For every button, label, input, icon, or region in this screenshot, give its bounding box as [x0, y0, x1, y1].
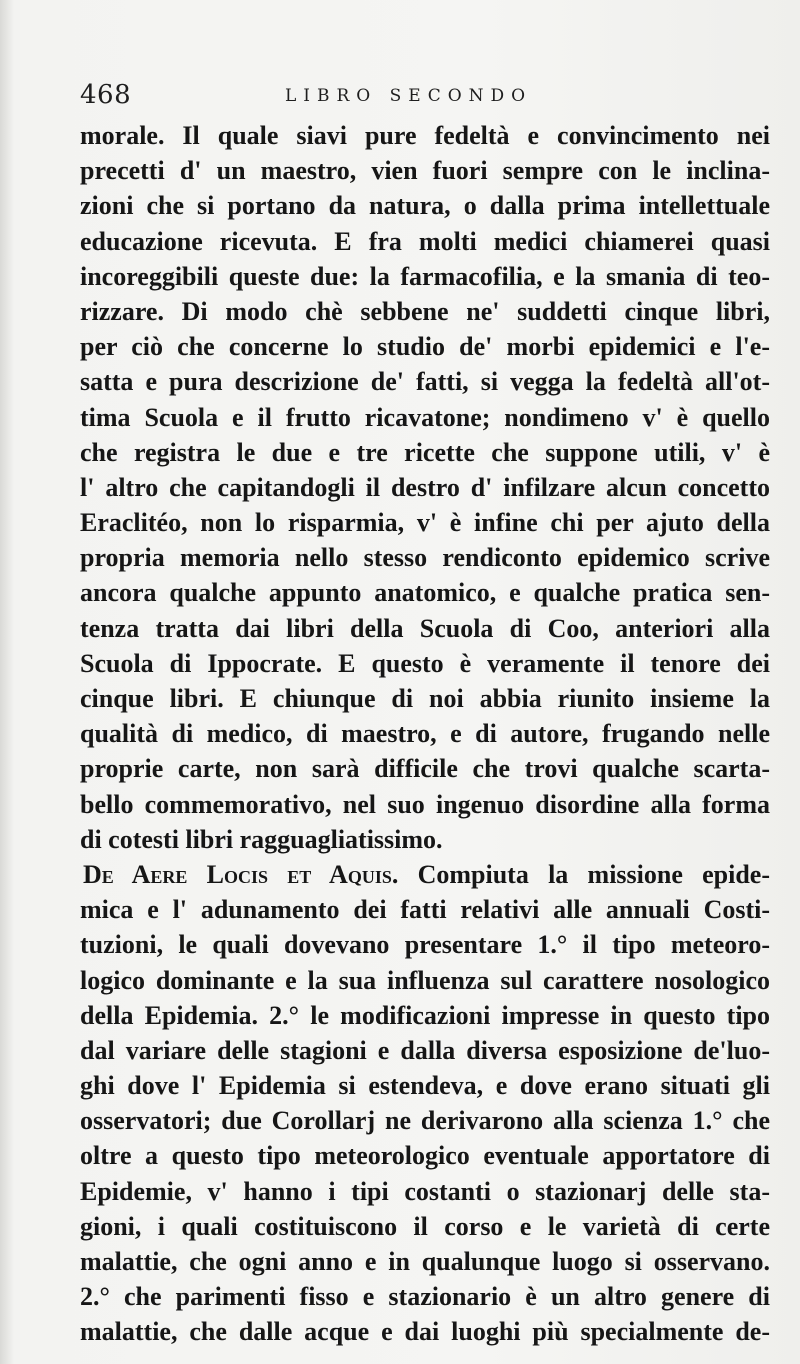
text-line: tuzioni, le quali dovevano presentare 1.° il tipo meteoro-	[80, 930, 770, 960]
text-line: ancora qualche appunto anatomico, e qualche pratica sen-	[80, 578, 770, 608]
text-line: di cotesti libri ragguagliatissimo.	[80, 824, 443, 854]
text-line: educazione ricevuta. E fra molti medici chiamerei quasi	[80, 226, 770, 256]
text-line: tima Scuola e il frutto ricavatone; nondimeno v' è quello	[80, 402, 770, 432]
text-line: propria memoria nello stesso rendiconto epidemico scrive	[80, 543, 770, 573]
section-first-line	[80, 857, 770, 892]
text-line: rizzare. Di modo chè sebbene ne' suddetti cinque libri,	[80, 296, 770, 326]
text-line: Eraclitéo, non lo risparmia, v' è infine chi per ajuto della	[80, 508, 770, 538]
section-first-line-text: Compiuta la missione epide-	[417, 859, 770, 889]
text-line: dal variare delle stagioni e dalla diversa esposizione de'luo-	[80, 1035, 770, 1065]
text-line: osservatori; due Corollarj ne derivarono alla scienza 1.° che	[80, 1106, 770, 1136]
text-line: tenza tratta dai libri della Scuola di Coo, anteriori alla	[80, 613, 770, 643]
text-line: che registra le due e tre ricette che suppone utili, v' è	[80, 437, 770, 467]
text-line: proprie carte, non sarà difficile che trovi qualche scarta-	[80, 754, 770, 784]
text-line: bello commemorativo, nel suo ingenuo disordine alla forma	[80, 789, 770, 819]
text-line: satta e pura descrizione de' fatti, si vegga la fedeltà all'ot-	[80, 367, 770, 397]
text-line: per ciò che concerne lo studio de' morbi epidemici e l'e-	[80, 332, 770, 362]
text-line: cinque libri. E chiunque di noi abbia riunito insieme la	[80, 684, 770, 713]
text-line: precetti d' un maestro, vien fuori sempre con le inclina-	[80, 156, 770, 186]
text-line: ghi dove l' Epidemia si estendeva, e dove erano situati gli	[80, 1071, 770, 1101]
page-header	[80, 80, 770, 120]
text-line: 2.° che parimenti fisso e stazionario è un altro genere di	[80, 1282, 770, 1312]
text-line: qualità di medico, di maestro, e di autore, frugando nelle	[80, 719, 770, 749]
text-line: oltre a questo tipo meteorologico eventuale apportatore di	[80, 1141, 770, 1171]
text-line: Scuola di Ippocrate. E questo è veramente il tenore dei	[80, 648, 770, 678]
text-line: zioni che si portano da natura, o dalla prima intellettuale	[80, 191, 770, 221]
page-number: 468	[80, 80, 132, 110]
text-line: della Epidemia. 2.° le modificazioni impresse in questo tipo	[80, 1000, 770, 1030]
body-text	[80, 118, 770, 1350]
text-line: mica e l' adunamento dei fatti relativi alle annuali Costi-	[80, 895, 770, 925]
section-heading: De Aere Locis et Aquis.	[83, 859, 399, 889]
text-line: logico dominante e la sua influenza sul carattere nosologico	[80, 965, 770, 995]
text-line: gioni, i quali costituiscono il corso e le varietà di certe	[80, 1211, 770, 1241]
text-line: morale. Il quale siavi pure fedeltà e convincimento nei	[80, 121, 770, 150]
text-line: l' altro che capitandogli il destro d' infilzare alcun concetto	[80, 472, 770, 502]
running-title: LIBRO SECONDO	[285, 86, 533, 106]
text-line: incoreggibili queste due: la farmacofilia, e la smania di teo-	[80, 261, 770, 291]
text-line: malattie, che dalle acque e dai luoghi più specialmente de-	[80, 1317, 770, 1347]
text-line: Epidemie, v' hanno i tipi costanti o stazionarj delle sta-	[80, 1176, 770, 1206]
text-line: malattie, che ogni anno e in qualunque luogo si osservano.	[80, 1247, 770, 1276]
